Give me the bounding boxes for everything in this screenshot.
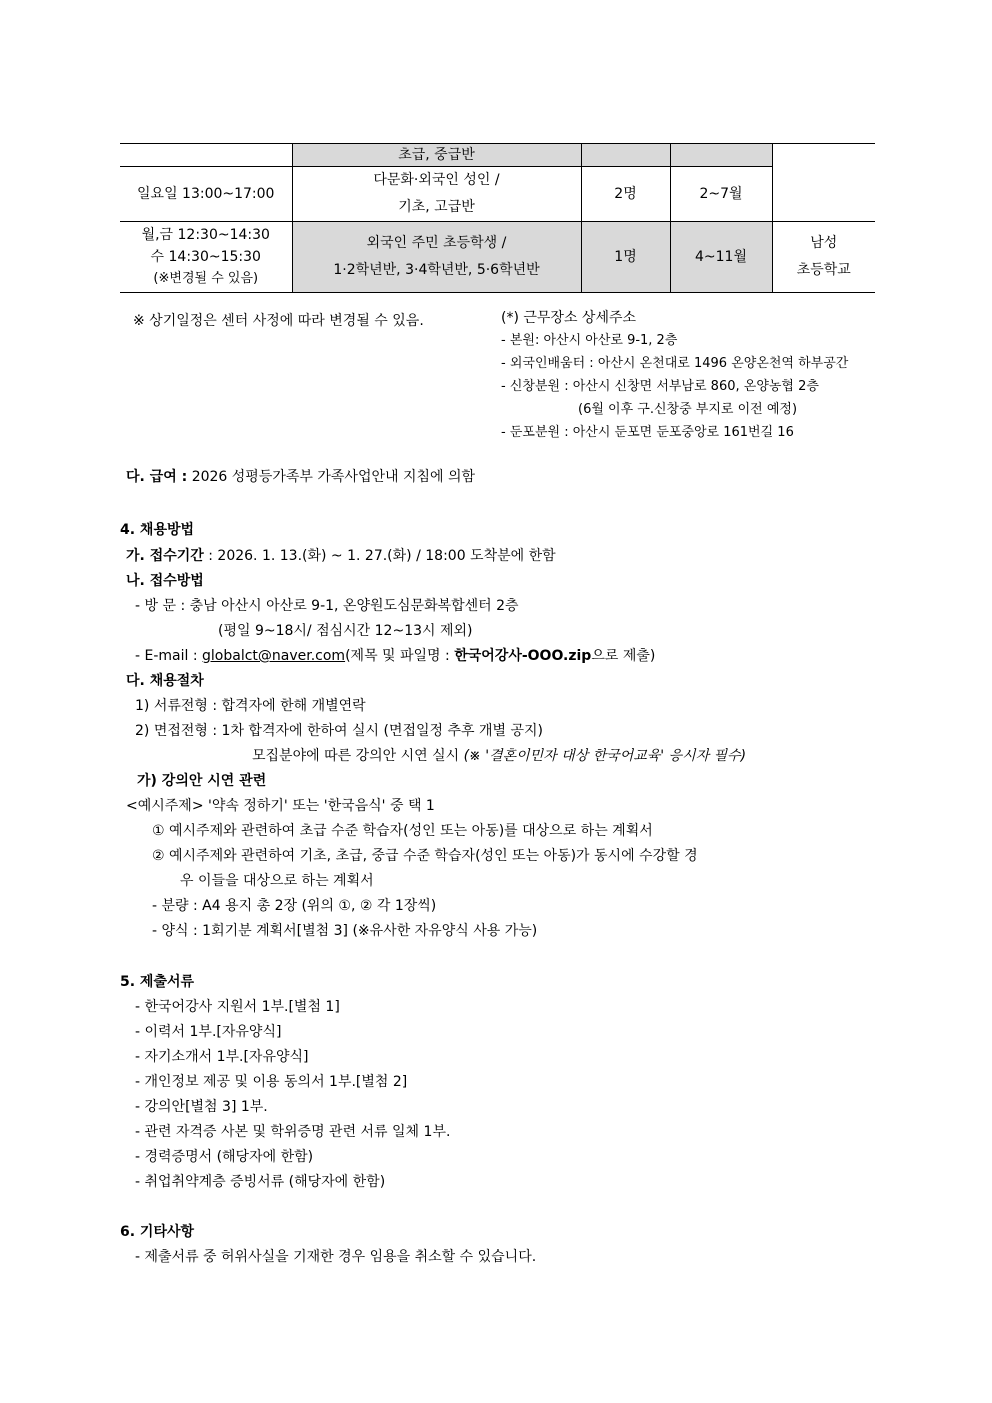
salary-line [126,467,475,487]
document-item: - 경력증명서 (해당자에 한함) [135,1149,314,1165]
procedure-step-2: 2) 면접전형 : 1차 합격자에 한하여 실시 (면접일정 추후 개별 공지) [135,723,543,739]
section-6-text: - 제출서류 중 허위사실을 기재한 경우 임용을 취소할 수 있습니다. [135,1249,537,1265]
plan-item-2-cont: 우 이들을 대상으로 하는 계획서 [180,873,374,889]
program-cell: 초급, 중급반 [292,144,581,167]
visit-line: - 방 문 : 충남 아산시 아산로 9-1, 온양원도심문화복합센터 2층 [135,598,519,614]
period-cell: 2~7월 [670,167,772,222]
document-item: - 한국어강사 지원서 1부.[별첨 1] [135,999,340,1015]
schedule-row [120,144,875,167]
document-item: - 자기소개서 1부.[자유양식] [135,1049,309,1065]
schedule-row [120,167,875,222]
email-filename: 한국어강사-OOO.zip [454,648,592,664]
count-cell: 1명 [581,222,670,293]
procedure-step-1: 1) 서류전형 : 합격자에 한해 개별연락 [135,698,366,714]
period-cell: 4~11월 [670,222,772,293]
application-method-title: 나. 접수방법 [126,573,204,589]
address-item: - 본원: 아산시 아산로 9-1, 2층 [501,333,678,348]
schedule-row [120,222,875,293]
application-period: 가. 접수기간 : 2026. 1. 13.(화) ~ 1. 27.(화) / 18:00 도착분에 한함 [126,548,556,564]
address-item: (6월 이후 구.신창중 부지로 이전 예정) [578,402,798,417]
address-item: - 신창분원 : 아산시 신창면 서부남로 860, 온양농협 2층 [501,379,819,394]
address-item: - 외국인배움터 : 아산시 온천대로 1496 온양온천역 하부공간 [501,356,849,371]
example-topic: <예시주제> '약속 정하기' 또는 '한국음식' 중 택 1 [126,798,435,814]
document-item: - 이력서 1부.[자유양식] [135,1024,282,1040]
plan-item-1: ① 예시주제와 관련하여 초급 수준 학습자(성인 또는 아동)를 대상으로 하는 계획서 [152,823,653,839]
document-item: - 강의안[별첨 3] 1부. [135,1099,268,1115]
document-item: - 취업취약계층 증빙서류 (해당자에 한함) [135,1174,386,1190]
document-item: - 개인정보 제공 및 이용 동의서 1부.[별첨 2] [135,1074,408,1090]
document-item: - 관련 자격증 사본 및 학위증명 관련 서류 일체 1부. [135,1124,451,1140]
plan-format: - 양식 : 1회기분 계획서[별첨 3] (※유사한 자유양식 사용 가능) [152,923,538,939]
plan-item-2: ② 예시주제와 관련하여 기초, 초급, 중급 수준 학습자(성인 또는 아동)가 동시에 수강할 경 [152,848,698,864]
required-note: (※ '결혼이민자 대상 한국어교육' 응시자 필수) [463,748,747,764]
time-cell: 일요일 13:00~17:00 [120,167,292,222]
count-cell: 2명 [581,167,670,222]
address-title: (*) 근무장소 상세주소 [501,310,637,326]
time-cell: 월,금 12:30~14:30 수 14:30~15:30 (※변경될 수 있음) [120,222,292,293]
place-cell: 남성 초등학교 [772,222,875,293]
program-cell: 다문화·외국인 성인 / 기초, 고급반 [292,167,581,222]
demo-title: 가) 강의안 시연 관련 [137,773,267,789]
address-item: - 둔포분원 : 아산시 둔포면 둔포중앙로 161번길 16 [501,425,794,440]
plan-amount: - 분량 : A4 용지 총 2장 (위의 ①, ② 각 1장씩) [152,898,437,914]
visit-hours: (평일 9~18시/ 점심시간 12~13시 제외) [218,623,473,639]
procedure-title: 다. 채용절차 [126,673,204,689]
procedure-step-2-sub: 모집분야에 따른 강의안 시연 실시 (※ '결혼이민자 대상 한국어교육' 응시자 필수) [252,748,747,764]
section-4-title: 4. 채용방법 [120,522,195,538]
section-5-title: 5. 제출서류 [120,974,195,990]
salary-text: 2026 성평등가족부 가족사업안내 지침에 의함 [191,469,476,485]
email-link[interactable]: globalct@naver.com [202,648,346,664]
salary-label: 다. 급여 : [126,469,188,485]
schedule-note: ※ 상기일정은 센터 사정에 따라 변경될 수 있음. [133,313,424,329]
email-line: - E-mail : globalct@naver.com(제목 및 파일명 : 한국어강사-OOO.zip으로 제출) [135,648,656,664]
program-cell: 외국인 주민 초등학생 / 1·2학년반, 3·4학년반, 5·6학년반 [292,222,581,293]
schedule-table [120,143,875,293]
section-6-title: 6. 기타사항 [120,1224,195,1240]
